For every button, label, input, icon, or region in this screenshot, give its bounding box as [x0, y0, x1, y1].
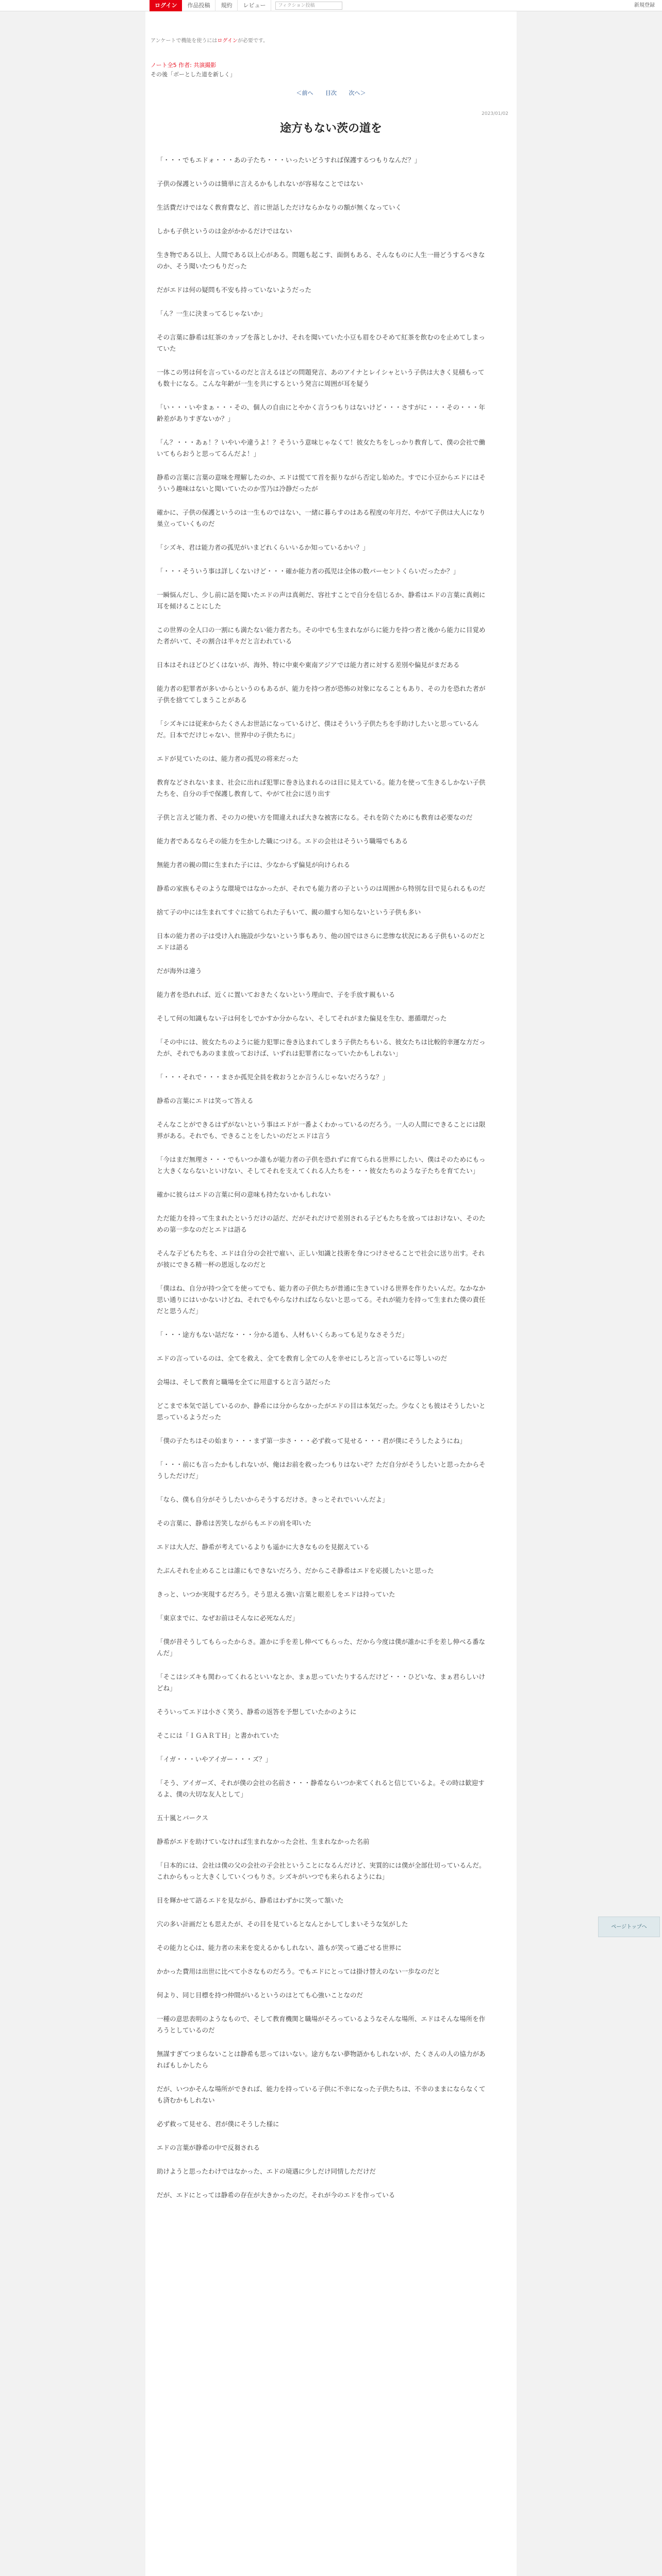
paragraph: 「東京までに、なぜお前はそんなに必死なんだ」: [157, 1614, 299, 1622]
paragraph: 教育などされないまま、社会に出れば犯罪に巻き込まれるのは目に見えている。能力を使って生きるしかない子供たちを、自分の手で保護し教育して、やがて社会に送り出す: [157, 778, 486, 798]
paragraph: 静希の言葉にエドは笑って答える: [157, 1097, 254, 1105]
prev-link[interactable]: ＜前へ: [296, 90, 313, 96]
paragraph: 確かに、子供の保護というのは一生ものではない、一緒に暮らすのはある程度の年月だ、やがて子供は大人になり巣立っていくものだ: [157, 509, 486, 528]
paragraph: 「シズキ、君は能力者の孤児がいまどれくらいいるか知っているかい？」: [157, 544, 369, 551]
paragraph: 「・・・そういう事は詳しくないけど・・・確か能力者の孤児は全体の数パーセントくらいだったか？」: [157, 567, 460, 575]
paragraph: そこには「ＩＧＡＲＴＨ」と書かれていた: [157, 1732, 279, 1739]
paragraph: どこまで本気で話しているのか、静希には分からなかったがエドの目は本気だった。少なくとも彼はそうしたいと思っているようだった: [157, 1402, 486, 1421]
paragraph: 「僕はね、自分が持つ全てを使ってでも、能力者の子供たちが普通に生きていける世界を作りたいんだ。なかなか思い通りにはいかないけどね、それでもやらなければならないと思ってる。それが能力を持って生まれた僕の責任だと思うんだ」: [157, 1284, 486, 1315]
paragraph: そして何の知識もない子は何をしでかすか分からない、そしてそれがまた偏見を生む、悪循環だった: [157, 1014, 447, 1022]
toc-link[interactable]: 目次: [325, 90, 337, 96]
paragraph: 会場は、そして教育と職場を全てに用意すると言う話だった: [157, 1378, 331, 1386]
paragraph: エドの言葉が静希の中で反芻される: [157, 2144, 260, 2151]
paragraph: その能力と心は、能力者の未来を変えるかもしれない、誰もが笑って過ごせる世界に: [157, 1944, 402, 1952]
paragraph: そういってエドは小さく笑う、静希の返答を予想していたかのように: [157, 1708, 357, 1716]
paragraph: 「日本的には、会社は僕の父の会社の子会社ということになるんだけど、実質的には僕が全部仕切っているんだ。これからもっと大きくしていくつもりさ。シズキがいつでも来られるようにね」: [157, 1861, 486, 1880]
header-nav: [150, 0, 342, 11]
paragraph: そんな子どもたちを、エドは自分の会社で雇い、正しい知識と技術を身につけさせることで社会に送り出す。それが彼にできる精一杯の恩返しなのだと: [157, 1249, 485, 1268]
paragraph: きっと、いつか実現するだろう。そう思える強い言葉と眼差しをエドは持っていた: [157, 1590, 395, 1598]
paragraph: 「そう、アイガーズ、それが僕の会社の名前さ・・・静希ならいつか来てくれると信じているよ。その時は歓迎するよ、僕の大切な友人として」: [157, 1779, 485, 1798]
paragraph: 「ん？一生に決まってるじゃないか」: [157, 310, 267, 317]
chapter-pager: [145, 89, 517, 97]
paragraph: 「なら、僕も自分がそうしたいからそうするだけさ。きっとそれでいいんだよ」: [157, 1496, 389, 1503]
next-link[interactable]: 次へ＞: [349, 90, 366, 96]
paragraph: 「・・・前にも言ったかもしれないが、俺はお前を救ったつもりはないぞ？ただ自分がそうしたいと思ったからそうしただけだ」: [157, 1461, 486, 1480]
paragraph: その言葉に静希は紅茶のカップを落としかけ、それを聞いていた小豆も眉をひそめて紅茶を飲むのを止めてしまっていた: [157, 333, 485, 352]
paragraph: その言葉に、静希は苦笑しながらもエドの肩を叩いた: [157, 1519, 312, 1527]
paragraph: この世界の全人口の一割にも満たない能力者たち。その中でも生まれながらに能力を持つ者と後から能力に目覚めた者がいて、その割合は半々だと言われている: [157, 626, 486, 645]
search-input[interactable]: フィクション投稿: [275, 2, 342, 10]
paragraph: 「今はまだ無理さ・・・でもいつか誰もが能力者の子供を恐れずに育てられる世界にしたい、僕はそのためにもっと大きくならないといけない、そしてそれを支えてくれる人たちを・・・彼女たちのような子たちを育てたい」: [157, 1156, 486, 1175]
notice-login-link[interactable]: ログイン: [217, 38, 238, 44]
paragraph: 「僕が昔そうしてもらったからさ。誰かに手を差し伸べてもらった、だから今度は僕が誰かに手を差し伸べる番なんだ」: [157, 1638, 486, 1657]
paragraph: 能力者を恐れれば、近くに置いておきたくないという理由で、子を手放す親もいる: [157, 991, 395, 998]
paragraph: 生き物である以上、人間である以上心がある。問題も起こす、面倒もある、そんなものに人生一冊どうするべきなのか、そう聞いたつもりだった: [157, 251, 485, 270]
paragraph: 子供と言えど能力者、その力の使い方を間違えれば大きな被害になる。それを防ぐためにも教育は必要なのだ: [157, 814, 473, 821]
top-header: [0, 0, 662, 11]
paragraph: 捨て子の中には生まれてすぐに捨てられた子もいて、親の顔すら知らないという子供も多い: [157, 908, 421, 916]
paragraph: 「・・・でもエドォ・・・あの子たち・・・いったいどうすれば保護するつもりなんだ？」: [157, 156, 421, 164]
series-sub: その後「ボーとした道を新しく」: [151, 71, 236, 78]
paragraph: 静希の家族もそのような環境ではなかったが、それでも能力者の子というのは周囲から特別な目で見られるものだ: [157, 885, 486, 892]
paragraph: 五十嵐とバークス: [157, 1814, 208, 1822]
paragraph: 無能力者の親の間に生まれた子には、少なからず偏見が向けられる: [157, 861, 351, 869]
paragraph: そんなことができるはずがないという事はエドが一番よくわかっているのだろう。一人の人間にできることには限界がある。それでも、できることをしたいのだとエドは言う: [157, 1121, 486, 1140]
paragraph: しかも子供というのは金がかかるだけではない: [157, 227, 292, 235]
nav-post[interactable]: 作品投稿: [182, 0, 216, 11]
paragraph: エドが見ていたのは、能力者の孤児の将来だった: [157, 755, 299, 762]
chapter-body: [157, 155, 487, 2213]
login-notice: [151, 36, 268, 44]
paragraph: 生活費だけではなく教育費など、首に世話しただけならかなりの額が無くなっていく: [157, 204, 402, 211]
paragraph: 「い・・・いやまぁ・・・その、個人の自由にとやかく言うつもりはないけど・・・さすがに・・・その・・・年齢差がありすぎないか？」: [157, 403, 486, 422]
paragraph: 一種の意思表明のようなもので、そして教育機関と職場がそろっているようなそんな場所、エドはそんな場所を作ろうとしているのだ: [157, 2015, 486, 2034]
paragraph: 確かに彼らはエドの言葉に何の意味も持たないかもしれない: [157, 1191, 331, 1198]
paragraph: 日本の能力者の子は受け入れ施設が少ないという事もあり、他の国ではさらに悲惨な状況にある子供もいるのだとエドは語る: [157, 932, 486, 951]
paragraph: 「そこはシズキも関わってくれるといいなとか、まぁ思っていたりするんだけど・・・ひどいな、まぁ君らしいけどね」: [157, 1673, 486, 1692]
paragraph: 日本はそれほどひどくはないが、海外、特に中東や東南アジアでは能力者に対する差別や偏見がまだある: [157, 661, 460, 669]
paragraph: 能力者の犯罪者が多いからというのもあるが、能力を持つ者が恐怖の対象になることもあり、その力を恐れた者が子供を捨ててしまうことがある: [157, 685, 486, 704]
paragraph: 助けようと思ったわけではなかった、エドの境遇に少しだけ同情しただけだ: [157, 2167, 376, 2175]
page-top-button[interactable]: ページトップへ: [598, 1917, 660, 1937]
paragraph: 「僕の子たちはその始まり・・・まず第一歩さ・・・必ず救って見せる・・・君が僕にそうしたようにね」: [157, 1437, 467, 1445]
paragraph: だが、エドにとっては静希の存在が大きかったのだ。それが今のエドを作っている: [157, 2191, 395, 2199]
paragraph: だが、いつかそんな場所ができれば、能力を持っている子供に不幸になった子供たちは、不幸のままにならなくても済むかもしれない: [157, 2085, 486, 2104]
paragraph: だが海外は違う: [157, 967, 202, 975]
paragraph: 必ず救って見せる、君が僕にそうした様に: [157, 2120, 279, 2128]
paragraph: 「シズキには従来からたくさんお世話になっているけど、僕はそういう子供たちを手助けしたいと思っているんだ。日本でだけじゃない、世界中の子供たちに」: [157, 720, 479, 739]
series-meta: [151, 61, 236, 79]
notice-before: アンケートで機能を使うには: [151, 38, 218, 44]
paragraph: かかった費用は出世に比べて小さなものだろう。でもエドにとっては掛け替えのない一歩なのだと: [157, 1968, 440, 1975]
post-date: 2023/01/02: [482, 111, 508, 116]
paragraph: 「ん？・・・あぁ！？いやいや違うよ！？そういう意味じゃなくて！彼女たちをしっかり教育して、僕の会社で働いてもらおうと思ってるんだよ！」: [157, 438, 486, 457]
paragraph: 何より、同じ目標を持つ仲間がいるというのはとても心強いことなのだ: [157, 1991, 363, 1999]
paragraph: たぶんそれを止めることは誰にもできないだろう、だからこそ静希はエドを応援したいと思った: [157, 1567, 434, 1574]
novel-page: [145, 11, 517, 2576]
paragraph: 静希がエドを助けていなければ生まれなかった会社、生まれなかった名前: [157, 1838, 370, 1845]
chapter-title: 途方もない茨の道を: [279, 122, 382, 135]
paragraph: ただ能力を持って生まれたというだけの話だ、だがそれだけで差別される子どもたちを放ってはおけない、そのための第一歩なのだとエドは語る: [157, 1214, 486, 1233]
paragraph: 「その中には、彼女たちのように能力犯罪に巻き込まれてしまう子供たちもいる、彼女たちは比較的幸運な方だったが、それでもあのまま放っておけば、いずれは犯罪者になっていたかもしれない」: [157, 1038, 486, 1057]
paragraph: 穴の多い計画だとも思えたが、その目を見ているとなんとかしてしまいそうな気がした: [157, 1920, 408, 1928]
paragraph: エドの言っているのは、全てを救え、全てを教育し全ての人を幸せにしろと言っているに等しいのだ: [157, 1354, 448, 1362]
paragraph: 目を輝かせて語るエドを見ながら、静希はわずかに笑って頷いた: [157, 1896, 344, 1904]
register-link[interactable]: 新規登録: [634, 3, 655, 8]
paragraph: だがエドは何の疑問も不安も持っていないようだった: [157, 286, 312, 294]
nav-rules[interactable]: 規約: [216, 0, 238, 11]
paragraph: 「イガ・・・いやアイガー・・・ズ？」: [157, 1755, 272, 1763]
paragraph: 無謀すぎてつまらないことは静希も思ってはいない。途方もない夢物語かもしれないが、たくさんの人の協力があればもしかしたら: [157, 2050, 486, 2069]
paragraph: 一体この男は何を言っているのだと言えるほどの問題発言、あのアイナとレイシャという子供は大きく見積もっても数十になる。こんな年齢が一生を共にするという発言に周囲が耳を疑う: [157, 368, 485, 387]
paragraph: 「・・・途方もない話だな・・・分かる道も、人材もいくらあっても足りなさそうだ」: [157, 1331, 408, 1338]
paragraph: エドは大人だ、静希が考えているよりも遥かに大きなものを見据えている: [157, 1543, 370, 1551]
nav-review[interactable]: レビュー: [238, 0, 271, 11]
paragraph: 静希の言葉に言葉の意味を理解したのか、エドは慌てて首を振りながら否定し始めた。すでに小豆からエドにはそういう趣味はないと聞いていたのか雪乃は冷静だったが: [157, 473, 486, 493]
paragraph: 一瞬悩んだし、少し前に話を聞いたエドの声は真剣だ、容社すことで自分を信じるか、静希はエドの言葉に真剣に耳を傾けることにした: [157, 591, 486, 610]
notice-after: が必要です。: [237, 38, 269, 44]
login-button[interactable]: ログイン: [150, 0, 182, 11]
paragraph: 能力者であるならその能力を生かした職につける。エドの会社はそういう職場でもある: [157, 837, 408, 845]
paragraph: 子供の保護というのは簡単に言えるかもしれないが容易なことではない: [157, 180, 363, 188]
paragraph: 「・・・それで・・・まさか孤児全員を救おうとか言うんじゃないだろうな？」: [157, 1073, 389, 1081]
series-info[interactable]: ノート全5 作者: 共演撮影: [151, 62, 217, 69]
